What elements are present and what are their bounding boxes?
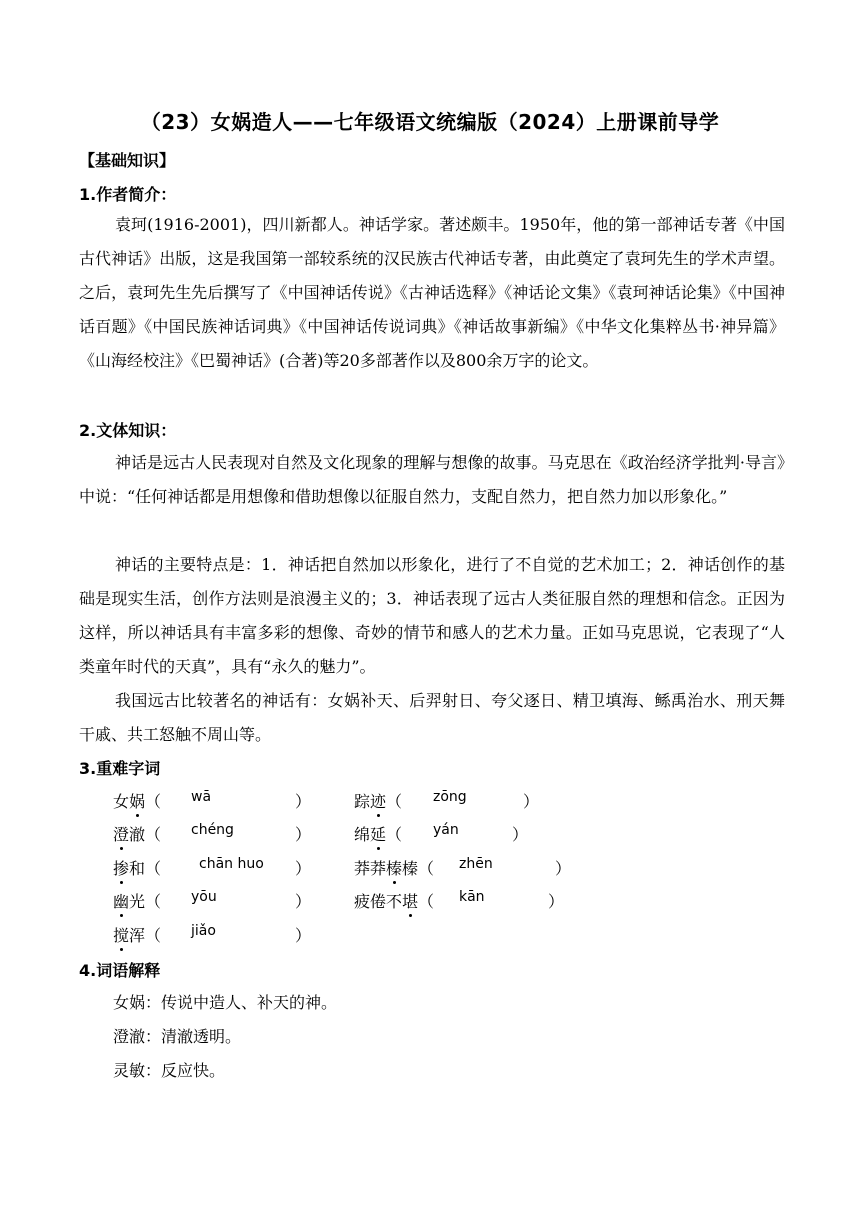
definition-item: 女娲：传说中造人、补天的神。	[113, 993, 338, 1012]
definition-item: 灵敏：反应快。	[113, 1061, 226, 1080]
vocab-entry: 幽光（ yōu ）	[113, 889, 312, 911]
vocab-entry: 莽莽榛榛（ zhēn ）	[354, 856, 572, 878]
pinyin-text: chān huo	[199, 856, 264, 872]
pinyin-text: zhēn	[459, 856, 493, 872]
genre-heading: 2.文体知识：	[79, 421, 177, 440]
author-paragraph: 袁珂(1916-2001)，四川新都人。神话学家。著述颇丰。1950年，他的第一部神话专著《中国古代神话》出版，这是我国第一部较系统的汉民族古代神话专著，由此奠定了袁珂先生的学术声望。之后，袁珂先生先后撰写了《中国神话传说》《古神话选释》《神话论文集》《袁珂神话论集》《中国神话百题》《中国民族神话词典》《中国神话传说词典》《神话故事新编》《中华文化集粹丛书·神异篇》《山海经校注》《巴蜀神话》(合著)等20多部著作以及800余万字的论文。	[79, 215, 785, 370]
pinyin-text: yōu	[191, 889, 217, 905]
vocab-entry: 搅浑（ jiǎo ）	[113, 923, 312, 945]
genre-paragraph-1: 神话是远古人民表现对自然及文化现象的理解与想像的故事。马克思在《政治经济学批判·导言》中说：“任何神话都是用想像和借助想像以征服自然力，支配自然力，把自然力加以形象化。”	[79, 453, 785, 506]
pinyin-text: kān	[459, 889, 485, 905]
genre-paragraph-3: 我国远古比较著名的神话有：女娲补天、后羿射日、夸父逐日、精卫填海、鲧禹治水、刑天舞干戚、共工怒触不周山等。	[79, 691, 785, 744]
page-title: （23）女娲造人——七年级语文统编版（2024）上册课前导学	[140, 110, 720, 134]
vocab-row	[113, 923, 813, 953]
vocab-row	[113, 856, 813, 886]
pinyin-text: zōng	[433, 789, 467, 805]
section-heading: 【基础知识】	[79, 151, 176, 170]
vocab-heading: 3.重难字词	[79, 759, 161, 778]
vocab-entry: 女娲（ wā ）	[113, 789, 312, 811]
vocab-entry: 踪迹（ zōng ）	[354, 789, 540, 811]
definitions-heading: 4.词语解释	[79, 961, 161, 980]
pinyin-text: chéng	[191, 822, 234, 838]
pinyin-text: jiǎo	[191, 923, 216, 939]
pinyin-text: wā	[191, 789, 212, 805]
pinyin-text: yán	[433, 822, 459, 838]
vocab-entry: 澄澈（ chéng ）	[113, 822, 312, 844]
genre-paragraph-2: 神话的主要特点是：1．神话把自然加以形象化，进行了不自觉的艺术加工；2．神话创作的基础是现实生活，创作方法则是浪漫主义的；3．神话表现了远古人类征服自然的理想和信念。正因为这样，所以神话具有丰富多彩的想像、奇妙的情节和感人的艺术力量。正如马克思说，它表现了“人类童年时代的天真”，具有“永久的魅力”。	[79, 555, 785, 676]
vocab-entry: 绵延（ yán ）	[354, 822, 529, 844]
definition-item: 澄澈：清澈透明。	[113, 1027, 242, 1046]
vocab-row	[113, 889, 813, 919]
author-heading: 1.作者简介：	[79, 185, 177, 204]
vocab-entry: 疲倦不堪（ kān ）	[354, 889, 565, 911]
vocab-row	[113, 789, 813, 819]
vocab-entry: 掺和（ chān huo ）	[113, 856, 312, 878]
vocab-row	[113, 822, 813, 852]
